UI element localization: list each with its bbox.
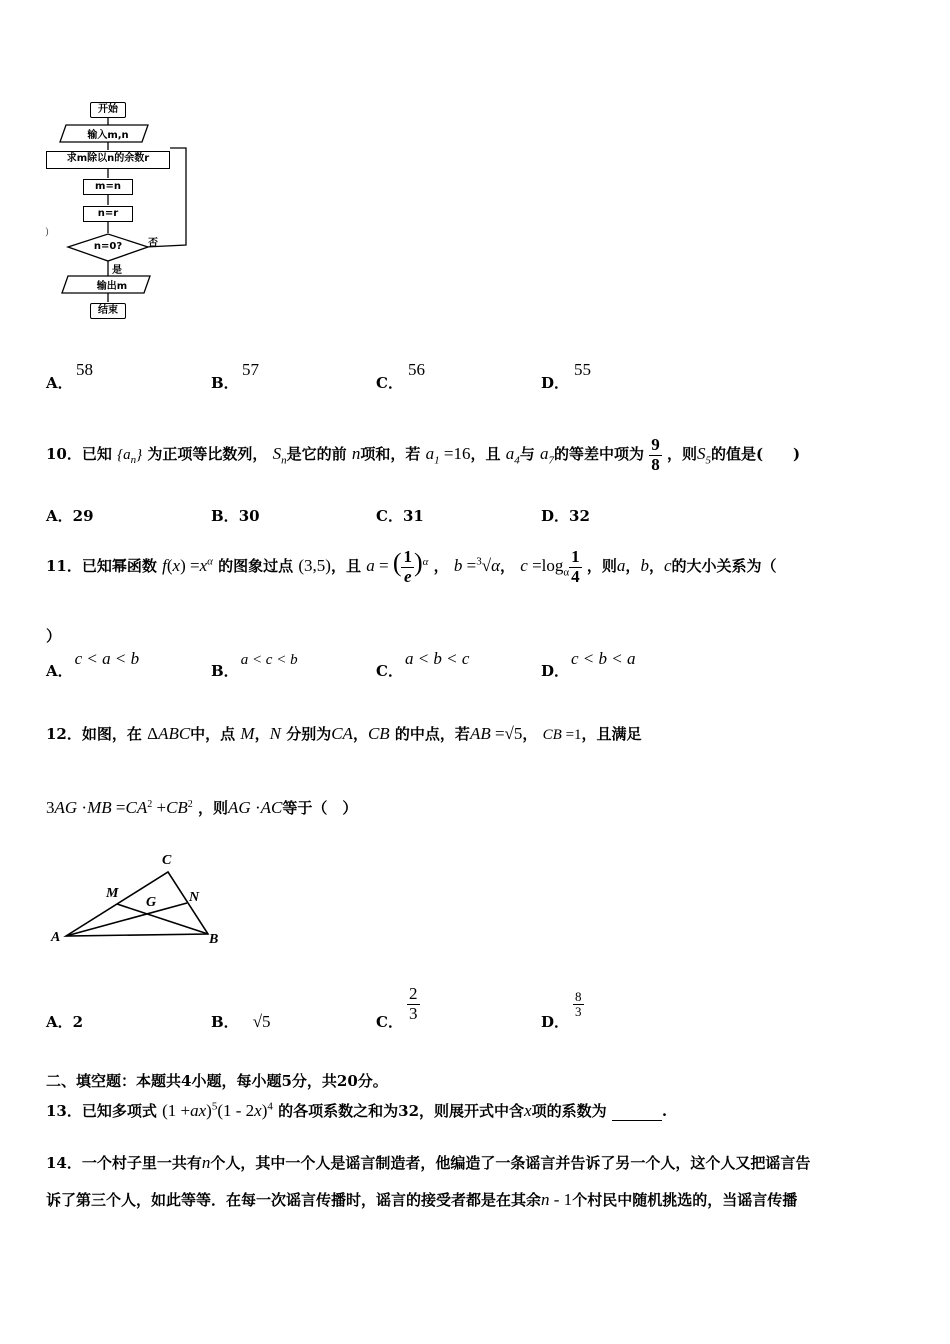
q14-line1: 14．一个村子里一共有n个人，其中一个人是谣言制造者，他编造了一条谣言并告诉了另一个人，这个人又把谣言告 bbox=[46, 1153, 811, 1172]
flow-end: 结束 bbox=[90, 303, 126, 319]
flow-remainder: 求m除以n的余数r bbox=[46, 151, 170, 169]
q11-option-b: B．a < c < b bbox=[211, 652, 298, 680]
q9-option-a: A． bbox=[46, 374, 73, 392]
flow-assign-n: n=r bbox=[83, 206, 133, 222]
q11-close-paren: ） bbox=[46, 627, 62, 645]
q10-option-b: B．30 bbox=[211, 507, 260, 525]
q9-option-b-value: 57 bbox=[242, 360, 259, 379]
q14-line2: 诉了第三个人，如此等等．在每一次谣言传播时，谣言的接受者都是在其余n - 1个村民中随机挑选的，当谣言传播 bbox=[46, 1190, 798, 1209]
q12-option-b: B． √5 bbox=[211, 1012, 271, 1031]
flow-output: 输出m bbox=[96, 281, 128, 292]
q12-option-a: A．2 bbox=[46, 1013, 84, 1031]
q12-option-d: D． bbox=[541, 1013, 570, 1031]
triangle-svg bbox=[48, 852, 228, 952]
flow-yes-label: 是 bbox=[112, 265, 122, 276]
flow-condition: n=0? bbox=[93, 241, 123, 252]
label-g: G bbox=[146, 895, 157, 910]
q11-option-c: C．a < b < c bbox=[376, 649, 470, 680]
q10-option-a: A．29 bbox=[46, 507, 94, 525]
flow-stray-mark: ) bbox=[45, 227, 49, 238]
q10-option-d: D．32 bbox=[541, 507, 590, 525]
q11-option-d: D．c < b < a bbox=[541, 649, 636, 680]
q12-option-c: C． bbox=[376, 1013, 403, 1031]
flow-start: 开始 bbox=[90, 102, 126, 118]
q10-stem: 10．已知 $\{a_n\}$ 为正项等比数列， $S_n$是它的前 n项和，若 $a_1 =16$，且 $a_4$与 $a_7$的等差中项为 $\frac{9}{8}$ ，则$S_5$的值是( ) bbox=[46, 435, 801, 474]
q10-option-c: C．31 bbox=[376, 507, 424, 525]
q9-option-c-value: 56 bbox=[408, 360, 425, 379]
label-a: A bbox=[51, 930, 61, 945]
q12-stem: 12．如图，在 ΔABC中，点 M，N 分别为CA，CB 的中点，若AB =√5， CB =1，且满足 bbox=[46, 724, 642, 743]
q9-option-b: B． bbox=[211, 374, 239, 392]
label-m: M bbox=[106, 886, 119, 901]
q11-stem: 11．已知幂函数 $f(x) =x^\alpha$ 的图象过点 (3,5)，且 a = ( $\frac{1}{e}$ )$^\alpha$ ， b =$^3$√α， $c =\log_\alpha$ $\frac{1}{4}$ ，则a，b，c的大小关系为（ bbox=[46, 547, 777, 586]
label-b: B bbox=[209, 932, 219, 947]
q13-stem: 13．已知多项式 $(1 +ax)^5(1 - 2x)^4$ 的各项系数之和为32，则展开式中含x项的系数为 . bbox=[46, 1100, 668, 1120]
q9-option-d: D． bbox=[541, 374, 570, 392]
section-2-heading: 二、填空题：本题共4小题，每小题5分，共20分。 bbox=[46, 1072, 388, 1090]
q12-option-c-frac: $\frac{2}{3}$ bbox=[409, 984, 418, 1023]
flow-assign-m: m=n bbox=[83, 179, 133, 195]
q11-option-a: A．c < a < b bbox=[46, 649, 140, 680]
label-n: N bbox=[189, 890, 200, 905]
triangle-figure bbox=[48, 852, 228, 952]
flowchart bbox=[40, 95, 210, 325]
q12-option-d-frac: $\frac{8}{3}$ bbox=[575, 989, 582, 1020]
label-c: C bbox=[162, 853, 172, 868]
q9-option-d-value: 55 bbox=[574, 360, 591, 379]
q9-option-a-value: 58 bbox=[76, 360, 93, 379]
q12-stem-line2: $3AG \cdot MB =CA^2 +CB^2$ ，则AG ·AC等于（ ） bbox=[46, 798, 358, 817]
q13-answer-blank[interactable] bbox=[612, 1106, 662, 1121]
flow-input: 输入m,n bbox=[87, 130, 129, 141]
flow-no-label: 否 bbox=[148, 238, 158, 249]
q9-option-c: C． bbox=[376, 374, 403, 392]
